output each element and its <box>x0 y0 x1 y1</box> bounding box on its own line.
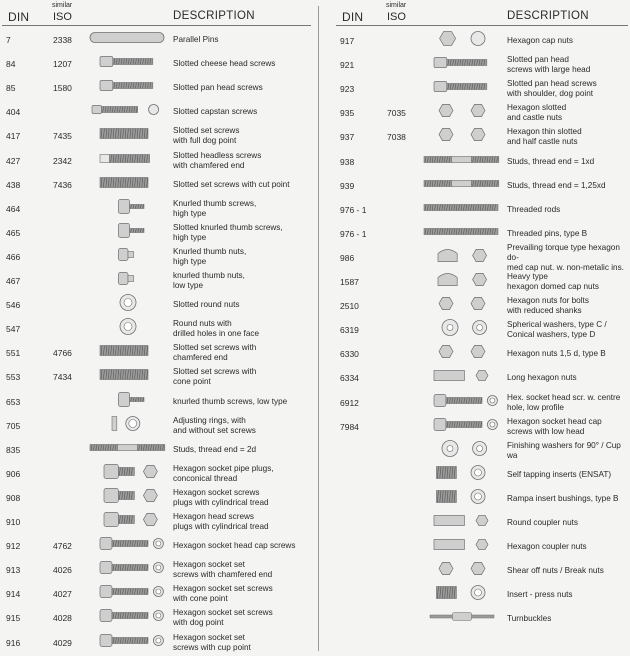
table-row <box>0 149 313 173</box>
socket-set-screw-cone-icon <box>88 581 168 608</box>
cone-point-set-screw-icon <box>88 364 168 391</box>
iso-number: 4027 <box>53 589 72 600</box>
shoulder-pan-head-screw-icon <box>422 76 502 103</box>
description: Adjusting rings, with and without set screws <box>173 415 256 435</box>
left-column <box>0 0 313 655</box>
din-number: 906 <box>6 468 21 479</box>
din-number: 935 <box>340 108 355 119</box>
table-row <box>0 197 313 221</box>
left-table-header <box>0 0 313 28</box>
iso-header: ISO <box>387 11 406 23</box>
din-number: 939 <box>340 180 355 191</box>
description: Slotted headless screws with chamfered end <box>173 150 262 170</box>
spherical-washer-icon <box>422 317 502 344</box>
din-number: 921 <box>340 60 355 71</box>
iso-number: 4029 <box>53 637 72 648</box>
table-row <box>0 245 313 269</box>
adjusting-ring-icon <box>88 412 168 439</box>
table-row <box>0 390 313 414</box>
description-header: DESCRIPTION <box>173 10 255 22</box>
din-number: 6330 <box>340 349 359 360</box>
iso-number: 2342 <box>53 155 72 166</box>
description-header: DESCRIPTION <box>507 10 589 22</box>
table-row <box>334 342 630 366</box>
din-number: 417 <box>6 131 21 142</box>
description: Hexagon socket screws plugs with cylindrical tread <box>173 487 269 507</box>
dog-point-set-screw-icon <box>88 123 168 150</box>
iso-number: 4766 <box>53 348 72 359</box>
socket-screw-plug-icon <box>88 484 168 511</box>
din-number: 917 <box>340 36 355 46</box>
din-number: 908 <box>6 492 21 503</box>
description: Shear off nuts / Break nuts <box>507 566 604 576</box>
table-row <box>0 341 313 365</box>
iso-number: 4026 <box>53 565 72 576</box>
capstan-screw-icon <box>88 99 168 126</box>
headless-screw-icon <box>88 147 168 174</box>
table-row <box>334 125 630 149</box>
din-number: 7984 <box>340 421 359 432</box>
description: Long hexagon nuts <box>507 373 577 383</box>
shear-off-nut-icon <box>422 558 502 585</box>
din-number: 546 <box>6 300 21 311</box>
din-number: 6334 <box>340 373 359 384</box>
table-row <box>0 534 313 558</box>
table-row <box>334 559 630 583</box>
din-number: 653 <box>6 396 21 407</box>
description: Self tapping inserts (ENSAT) <box>507 469 612 479</box>
finishing-washer-icon <box>422 437 502 464</box>
din-number: 465 <box>6 227 21 238</box>
table-row <box>0 486 313 510</box>
description: Prevailing torque type hexagon do- med cap nut. w. non-metalic ins. <box>507 242 624 272</box>
description: Hexagon socket head cap screws <box>173 541 296 551</box>
table-row <box>334 439 630 463</box>
description: Round coupler nuts <box>507 518 579 527</box>
table-row <box>0 462 313 486</box>
table-row <box>0 28 313 52</box>
description: knurled thumb screws, low type <box>173 396 288 406</box>
description: Slotted pan head screws with shoulder, dog point <box>507 79 597 99</box>
din-header: DIN <box>8 10 30 24</box>
iso-header: ISO <box>53 11 72 23</box>
description: Studs, thread end = 1xd <box>507 156 595 166</box>
table-row <box>334 391 630 415</box>
round-coupler-nut-icon <box>422 510 502 537</box>
description: Hexagon head screws plugs with cylindrical tread <box>173 512 269 531</box>
description: Turnbuckles <box>507 614 552 624</box>
table-row <box>334 511 630 535</box>
description: Threaded pins, type B <box>507 228 588 238</box>
table-row <box>0 317 313 341</box>
din-number: 914 <box>6 589 21 600</box>
description: Hexagon socket set screws with cup point <box>173 632 251 652</box>
domed-cap-nut-icon <box>422 269 502 296</box>
description: Hexagon socket set screws with chamfered end <box>173 560 273 580</box>
din-number: 551 <box>6 348 21 359</box>
knurled-thumb-nut-low-icon <box>88 268 168 295</box>
socket-set-screw-dog-icon <box>88 605 168 632</box>
table-row <box>334 366 630 390</box>
din-number: 6912 <box>340 397 359 408</box>
description: Hexagon socket set screws with dog point <box>173 608 273 628</box>
description: Slotted cheese head screws <box>173 59 276 69</box>
similar-header: similar <box>52 2 73 9</box>
description: Slotted knurled thumb screws, high type <box>173 222 283 242</box>
description: Hexagon socket pipe plugs, conconical thread <box>173 463 274 483</box>
din-number: 915 <box>6 613 21 624</box>
description: Hexagon socket set screws with cone point <box>173 584 273 604</box>
din-number: 986 <box>340 252 355 263</box>
table-row <box>0 582 313 606</box>
pipe-plug-conical-icon <box>88 460 168 487</box>
din-number: 938 <box>340 156 355 167</box>
parallel-pin-icon <box>88 27 168 54</box>
hex-coupler-nut-icon <box>422 534 502 561</box>
low-profile-socket-screw-icon <box>422 389 502 416</box>
long-hex-nut-icon <box>422 365 502 392</box>
table-row <box>0 510 313 534</box>
table-row <box>0 293 313 317</box>
socket-set-screw-cup-icon <box>88 629 168 656</box>
description: Threaded rods <box>507 204 561 214</box>
socket-set-screw-chamfered-icon <box>88 557 168 584</box>
knurled-thumb-nut-high-icon <box>88 243 168 270</box>
din-number: 923 <box>340 84 355 95</box>
slotted-knurled-thumb-screw-icon <box>88 219 168 246</box>
din-number: 976 - 1 <box>340 228 367 239</box>
din-number: 1587 <box>340 277 359 287</box>
table-row <box>0 76 313 100</box>
iso-number: 4762 <box>53 541 72 552</box>
din-number: 438 <box>6 179 21 190</box>
din-number: 913 <box>6 565 21 576</box>
din-number: 976 - 1 <box>340 204 367 215</box>
table-row <box>0 631 313 655</box>
din-number: 84 <box>6 59 16 70</box>
table-row <box>334 53 630 77</box>
chamfered-set-screw-icon <box>88 340 168 367</box>
din-number: 6319 <box>340 325 359 336</box>
drilled-round-nut-icon <box>88 316 168 343</box>
din-number: 937 <box>340 132 355 143</box>
knurled-thumb-screw-icon <box>88 195 168 222</box>
stud-2d-icon <box>88 436 168 463</box>
table-row <box>0 221 313 245</box>
din-number: 547 <box>6 324 21 335</box>
description: Slotted set screws with cut point <box>173 179 290 189</box>
iso-number: 4028 <box>53 613 72 624</box>
hex-nut-15d-icon <box>422 341 502 368</box>
column-divider <box>318 6 319 651</box>
table-row <box>334 29 630 53</box>
table-row <box>334 583 630 607</box>
hex-cap-nut-icon <box>422 28 502 55</box>
rampa-insert-icon <box>422 485 502 512</box>
low-head-cap-screw-icon <box>422 413 502 440</box>
knurled-thumb-screw-low-icon <box>88 388 168 415</box>
description: Slotted set screws with chamfered end <box>173 343 257 363</box>
table-row <box>334 198 630 222</box>
header-rule <box>336 25 628 26</box>
iso-number: 7035 <box>387 108 406 119</box>
description: Hexagon socket head cap screws with low head <box>507 416 602 436</box>
description: Slotted set screws with full dog point <box>173 126 240 146</box>
table-row <box>334 101 630 125</box>
table-row <box>0 100 313 124</box>
din-header: DIN <box>342 10 364 24</box>
description: Slotted set screws with cone point <box>173 367 257 387</box>
iso-number: 7038 <box>387 132 406 143</box>
description: Slotted pan head screws <box>173 83 263 93</box>
description: Parallel Pins <box>173 35 219 44</box>
din-number: 912 <box>6 541 21 552</box>
description: Studs, thread end = 2d <box>173 444 257 454</box>
slotted-round-nut-icon <box>88 292 168 319</box>
table-row <box>0 269 313 293</box>
description: Hexagon nuts for bolts with reduced shanks <box>507 296 589 316</box>
iso-number: 7435 <box>53 131 72 142</box>
table-row <box>0 606 313 630</box>
description: Hex. socket head scr. w. centre hole, low profile <box>507 392 621 412</box>
description: Rampa insert bushings, type B <box>507 493 619 503</box>
threaded-rod-icon <box>422 196 502 223</box>
din-number: 553 <box>6 372 21 383</box>
table-row <box>334 318 630 342</box>
threaded-pin-icon <box>422 220 502 247</box>
castle-nut-icon <box>422 100 502 127</box>
description: Round nuts with drilled holes in one face <box>173 319 260 339</box>
description: Hexagon thin slotted and half castle nuts <box>507 127 582 147</box>
table-row <box>0 558 313 582</box>
self-tapping-insert-icon <box>422 461 502 488</box>
description: Hexagon cap nuts <box>507 36 573 45</box>
din-number: 7 <box>6 35 11 45</box>
table-row <box>0 438 313 462</box>
description: Slotted capstan screws <box>173 107 258 117</box>
iso-number: 1580 <box>53 83 72 94</box>
din-number: 466 <box>6 251 21 262</box>
cut-point-set-screw-icon <box>88 171 168 198</box>
table-row <box>334 150 630 174</box>
table-row <box>0 414 313 438</box>
description: Knurled thumb nuts, high type <box>173 246 247 266</box>
pan-head-screw-icon <box>88 75 168 102</box>
socket-head-cap-screw-icon <box>88 533 168 560</box>
iso-number: 7436 <box>53 179 72 190</box>
right-column <box>334 0 630 655</box>
description: Knurled thumb screws, high type <box>173 198 257 218</box>
table-row <box>334 487 630 511</box>
prevailing-torque-nut-icon <box>422 244 502 271</box>
description: Studs, thread end = 1,25xd <box>507 180 606 190</box>
description: Insert - press nuts <box>507 590 573 600</box>
din-number: 705 <box>6 420 21 431</box>
table-row <box>0 52 313 76</box>
table-row <box>334 294 630 318</box>
description: Slotted pan head screws with large head <box>507 55 591 75</box>
table-row <box>334 77 630 101</box>
table-row <box>334 174 630 198</box>
table-row <box>334 415 630 439</box>
description: Spherical washers, type C / Conical washers, type D <box>507 320 607 340</box>
stud-1d-icon <box>422 148 502 175</box>
large-pan-head-screw-icon <box>422 52 502 79</box>
description: knurled thumb nuts, low type <box>173 271 245 290</box>
half-castle-nut-icon <box>422 124 502 151</box>
iso-number: 1207 <box>53 59 72 70</box>
description: Hexagon coupler nuts <box>507 542 587 552</box>
table-row <box>334 463 630 487</box>
description: Hexagon slotted and castle nuts <box>507 103 567 123</box>
din-number: 910 <box>6 517 21 527</box>
hex-head-screw-plug-icon <box>88 509 168 536</box>
din-number: 404 <box>6 107 21 118</box>
din-number: 85 <box>6 83 16 94</box>
description: Heavy type hexagon domed cap nuts <box>507 272 599 291</box>
similar-header: similar <box>386 2 407 9</box>
hex-nut-reduced-shank-icon <box>422 293 502 320</box>
din-number: 2510 <box>340 301 359 312</box>
iso-number: 7434 <box>53 372 72 383</box>
turnbuckle-icon <box>422 606 502 633</box>
stud-125d-icon <box>422 172 502 199</box>
din-number: 916 <box>6 637 21 648</box>
table-row <box>334 535 630 559</box>
din-number: 464 <box>6 203 21 214</box>
din-number: 467 <box>6 276 21 286</box>
press-nut-icon <box>422 582 502 609</box>
cheese-head-screw-icon <box>88 51 168 78</box>
iso-number: 2338 <box>53 35 72 45</box>
table-row <box>0 173 313 197</box>
din-number: 835 <box>6 444 21 455</box>
right-table-header <box>334 0 630 28</box>
table-row <box>0 124 313 148</box>
din-number: 427 <box>6 155 21 166</box>
description: Slotted round nuts <box>173 300 240 310</box>
description: Hexagon nuts 1,5 d, type B <box>507 349 606 359</box>
table-row <box>0 365 313 389</box>
table-row <box>334 270 630 294</box>
description: Finishing washers for 90° / Cup wa <box>507 440 621 460</box>
table-row <box>334 607 630 631</box>
table-row <box>334 242 630 272</box>
